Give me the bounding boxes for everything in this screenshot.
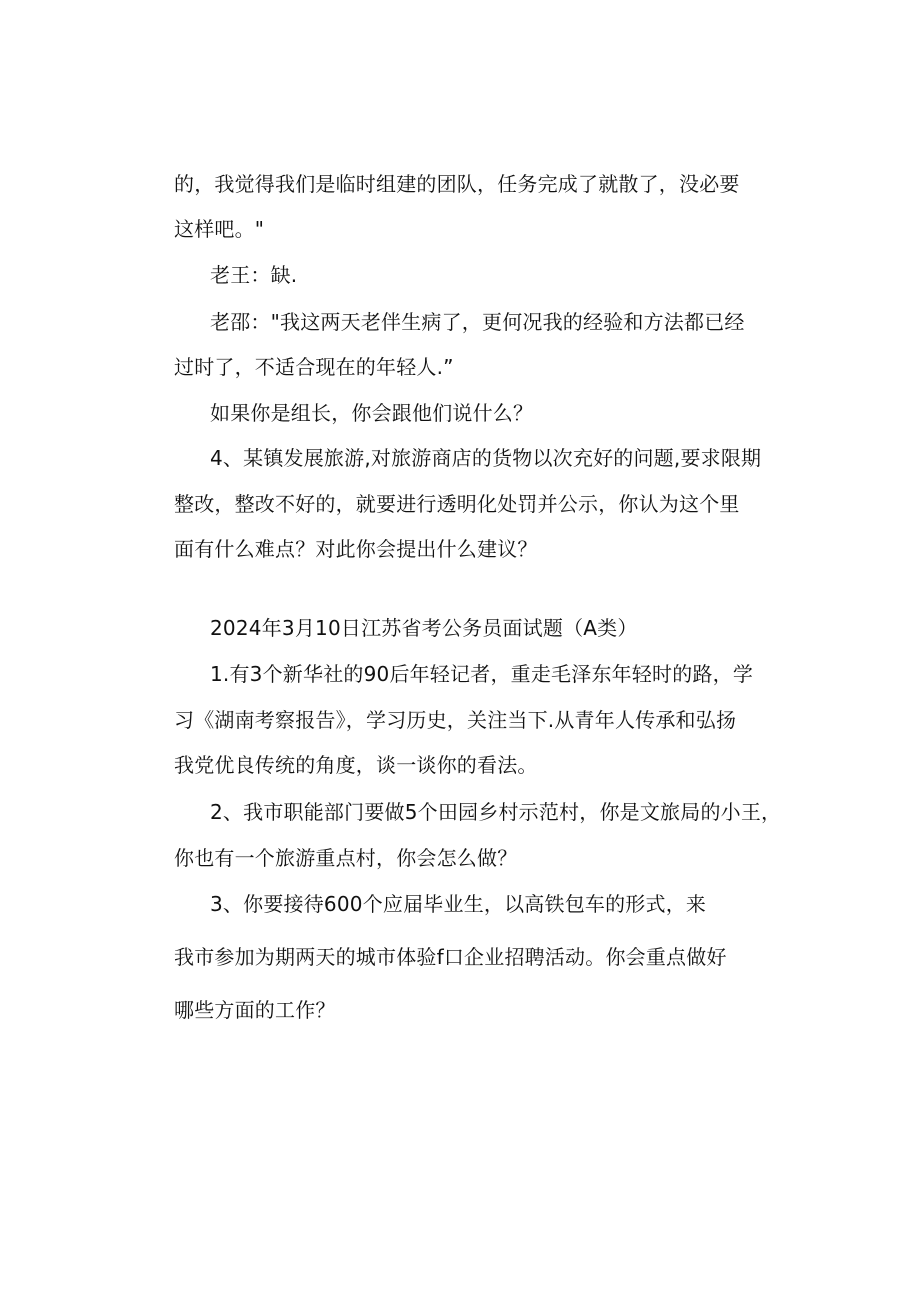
question-prompt: 如果你是组长，你会跟他们说什么？: [210, 401, 534, 425]
question-1-line: 习《湖南考察报告》，学习历史，关注当下.从青年人传承和弘扬: [174, 708, 737, 732]
paragraph-line: 老王：缺.: [210, 263, 298, 287]
question-2-line: 2、我市职能部门要做5个田园乡村示范村，你是文旅局的小王，: [210, 800, 782, 824]
paragraph-line: 这样吧。": [174, 217, 265, 241]
question-1-line: 我党优良传统的角度，谈一谈你的看法。: [174, 753, 538, 777]
paragraph-line: 老邵："我这两天老伴生病了，更何况我的经验和方法都已经: [210, 310, 745, 334]
paragraph-line: 的，我觉得我们是临时组建的团队，任务完成了就散了，没必要: [174, 172, 740, 196]
question-3-line: 我市参加为期两天的城市体验f口企业招聘活动。你会重点做好: [174, 945, 727, 969]
question-4-line: 整改，整改不好的，就要进行透明化处罚并公示，你认为这个里: [174, 492, 740, 516]
section-heading: 2024年3月10日江苏省考公务员面试题（A类）: [210, 616, 638, 640]
question-1-line: 1.有3个新华社的90后年轻记者，重走毛泽东年轻时的路，学: [210, 662, 754, 686]
paragraph-line: 过时了，不适合现在的年轻人.”: [174, 355, 454, 379]
question-2-line: 你也有一个旅游重点村，你会怎么做？: [174, 846, 518, 870]
question-3-line: 3、你要接待600个应届毕业生，以高铁包车的形式，来: [210, 892, 707, 916]
question-4-line: 4、某镇发展旅游,对旅游商店的货物以次充好的问题,要求限期: [210, 446, 762, 470]
question-4-line: 面有什么难点？对此你会提出什么建议？: [174, 537, 538, 561]
question-3-line: 哪些方面的工作？: [174, 998, 336, 1022]
